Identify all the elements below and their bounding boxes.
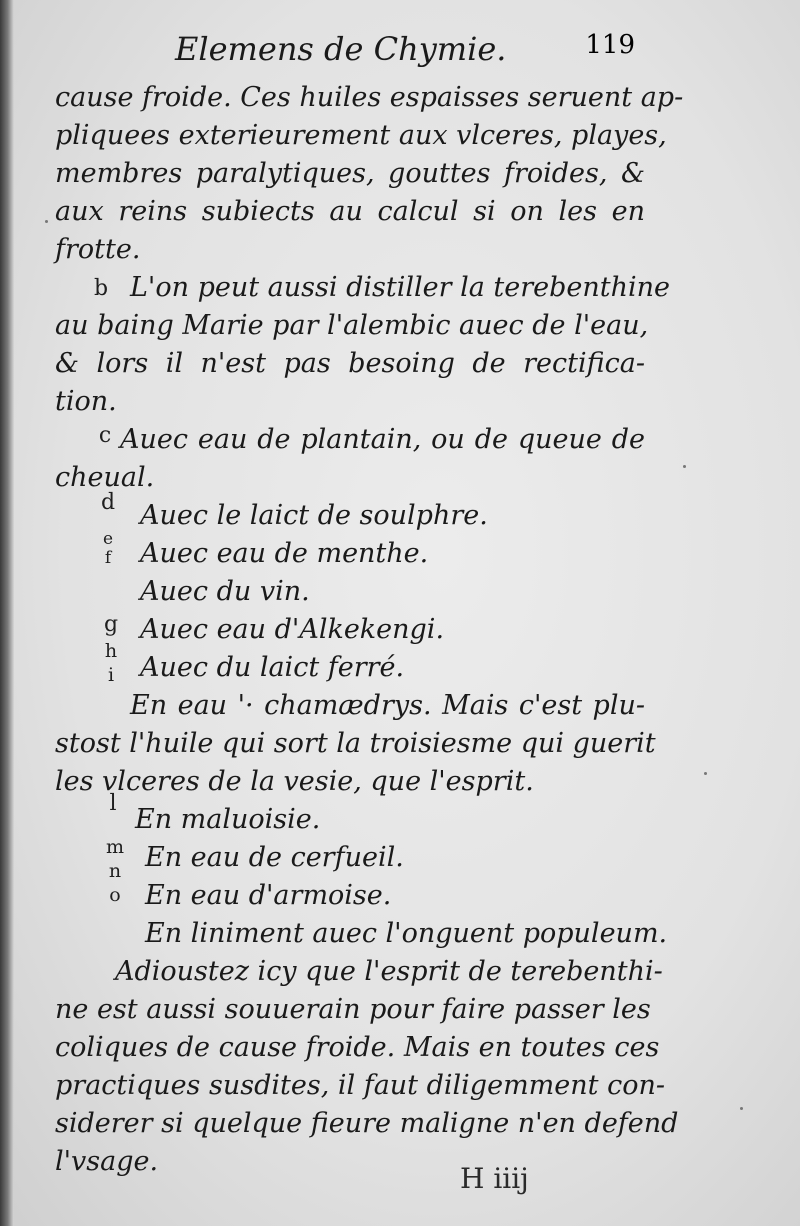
text-line: frotte. (55, 234, 141, 265)
text-line: L'on peut aussi distiller la terebenthine (130, 272, 670, 303)
text-line: aux reins subiects au calcul si on les en (55, 196, 645, 227)
note-marker: f (104, 548, 112, 568)
paper-speck (683, 465, 686, 468)
note-marker: m (105, 836, 125, 858)
note-marker: d (100, 490, 116, 515)
note-marker: i (107, 664, 115, 686)
text-line: ne est aussi souuerain pour faire passer les (55, 994, 651, 1025)
text-line: l'vsage. (55, 1146, 159, 1177)
text-line: En eau d'armoise. (145, 880, 392, 911)
paper-speck (704, 772, 707, 775)
text-line: les vlceres de la vesie, que l'esprit. (55, 766, 534, 797)
text-line: En eau de cerfueil. (145, 842, 404, 873)
note-marker: g (103, 612, 119, 637)
text-line: au baing Marie par l'alembic auec de l'eau, (55, 310, 649, 341)
running-title: Elemens de Chymie. (175, 30, 507, 68)
text-line: En eau '· chamædrys. Mais c'est plu- (130, 690, 645, 721)
text-line: siderer si quelque fieure maligne n'en defend (55, 1108, 679, 1139)
text-line: coliques de cause froide. Mais en toutes ces (55, 1032, 660, 1063)
paper-speck (45, 220, 48, 223)
note-marker: h (104, 640, 118, 662)
text-line: Auec du laict ferré. (140, 652, 405, 683)
text-line: tion. (55, 386, 117, 417)
text-line: Auec du vin. (140, 576, 310, 607)
text-line: Auec le laict de soulphre. (140, 500, 488, 531)
text-line: & lors il n'est pas besoing de rectifica- (55, 348, 645, 379)
text-line: Auec eau d'Alkekengi. (140, 614, 445, 645)
note-marker: l (109, 791, 117, 816)
note-marker: e (102, 529, 114, 549)
signature-mark: H iiij (460, 1162, 529, 1195)
text-line: pliquees exterieurement aux vlceres, playes, (55, 120, 667, 151)
page-header (175, 22, 635, 72)
text-line: Auec eau de menthe. (140, 538, 429, 569)
text-line: cheual. (55, 462, 155, 493)
binding-gutter (0, 0, 14, 1226)
text-line: Auec eau de plantain, ou de queue de (120, 424, 645, 455)
paper-speck (740, 1107, 743, 1110)
page-number: 119 (585, 30, 635, 60)
text-line: Adioustez icy que l'esprit de terebenthi- (115, 956, 663, 987)
note-marker: o (109, 884, 121, 906)
text-line: En liniment auec l'onguent populeum. (145, 918, 668, 949)
text-line: cause froide. Ces huiles espaisses seruent ap- (55, 82, 684, 113)
note-marker: n (108, 860, 122, 882)
text-line: practiques susdites, il faut diligemment con- (55, 1070, 665, 1101)
text-line: En maluoisie. (135, 804, 321, 835)
text-line: membres paralytiques, gouttes froides, & (55, 158, 645, 189)
text-line: stost l'huile qui sort la troisiesme qui guerit (55, 728, 656, 759)
note-marker: b (93, 276, 109, 301)
note-marker: c (98, 423, 112, 448)
